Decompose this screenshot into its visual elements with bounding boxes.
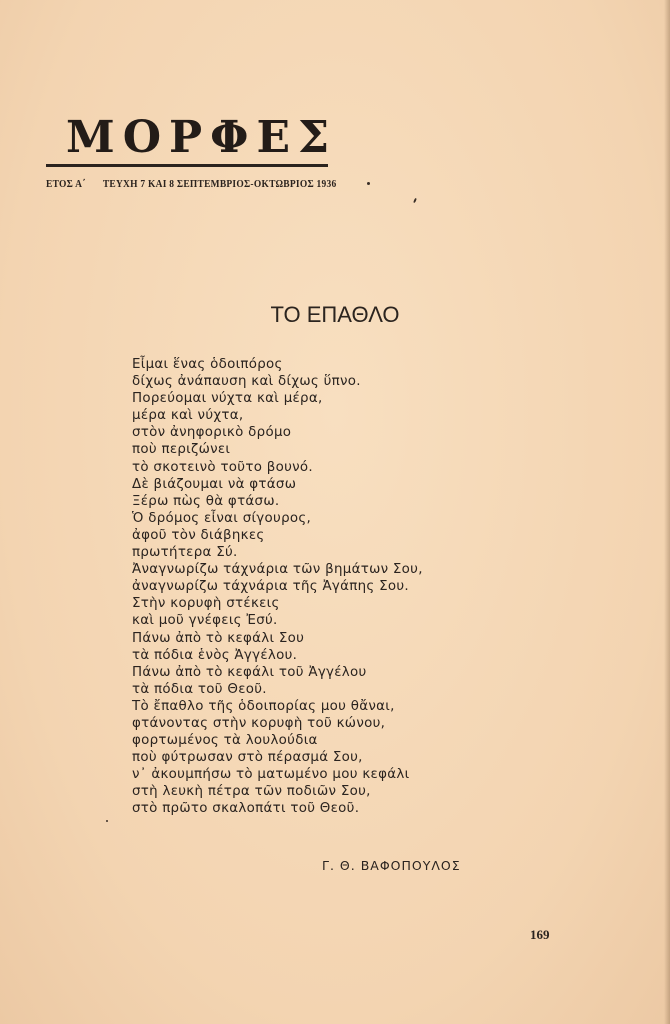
- poem-line: Δὲ βιάζουμαι νὰ φτάσω: [132, 476, 297, 492]
- poem-line: φορτωμένος τὰ λουλούδια: [132, 733, 318, 749]
- poem-line: τὸ σκοτεινὸ τοῦτο βουνό.: [132, 459, 313, 475]
- poem-line: στὴ λευκὴ πέτρα τῶν ποδιῶν Σου,: [132, 784, 371, 800]
- page-number: 169: [530, 927, 550, 942]
- poem-body: [132, 356, 423, 818]
- poem-author: Γ. Θ. ΒΑΦΟΠΟΥΛΟΣ: [322, 858, 461, 873]
- poem-line: ποὺ περιζώνει: [132, 442, 231, 458]
- issue-label: ΤΕΥΧΗ 7 ΚΑΙ 8 ΣΕΠΤΕΜΒΡΙΟΣ-ΟΚΤΩΒΡΙΟΣ 1936: [102, 178, 337, 190]
- poem-line: Ξέρω πὼς θὰ φτάσω.: [132, 493, 280, 509]
- poem-line: Ὁ δρόμος εἶναι σίγουρος,: [132, 510, 312, 526]
- ink-speck: [106, 820, 108, 822]
- magazine-title: ΜΟΡΦΕΣ: [66, 112, 338, 163]
- poem-line: Ἀναγνωρίζω τάχνάρια τῶν βημάτων Σου,: [132, 562, 423, 578]
- poem-title: ΤΟ ΕΠΑΘΛΟ: [270, 302, 400, 327]
- poem-line: Πορεύομαι νύχτα καὶ μέρα,: [132, 391, 323, 407]
- poem-line: στὸ πρῶτο σκαλοπάτι τοῦ Θεοῦ.: [132, 801, 360, 817]
- masthead-rule: [46, 164, 328, 167]
- poem-line: ἀφοῦ τὸν διάβηκες: [132, 527, 265, 543]
- poem-line: Πάνω ἀπὸ τὸ κεφάλι Σου: [132, 630, 305, 646]
- poem-line: τὰ πόδια ἑνὸς Ἀγγέλου.: [132, 647, 298, 663]
- poem-line: στὸν ἀνηφορικὸ δρόμο: [132, 425, 292, 441]
- poem-line: ἀναγνωρίζω τάχνάρια τῆς Ἀγάπης Σου.: [132, 579, 409, 595]
- poem-line: τὰ πόδια τοῦ Θεοῦ.: [132, 681, 267, 697]
- poem-line: δίχως ἀνάπαυση καὶ δίχως ὕπνο.: [132, 374, 361, 390]
- poem-line: ν᾿ ἀκουμπήσω τὸ ματωμένο μου κεφάλι: [132, 767, 410, 783]
- ink-speck: [367, 182, 370, 185]
- poem-line: πρωτήτερα Σύ.: [132, 545, 238, 561]
- poem-line: μέρα καὶ νύχτα,: [132, 408, 244, 424]
- poem-line: Στὴν κορυφὴ στέκεις: [132, 596, 280, 612]
- issue-line: [46, 178, 336, 190]
- poem-line: φτάνοντας στὴν κορυφὴ τοῦ κώνου,: [132, 715, 386, 731]
- poem-line: Πάνω ἀπὸ τὸ κεφάλι τοῦ Ἀγγέλου: [132, 664, 367, 680]
- poem-line: ποὺ φύτρωσαν στὸ πέρασμά Σου,: [132, 750, 363, 766]
- volume-label: ΕΤΟΣ Α΄: [46, 178, 86, 190]
- poem-line: καὶ μοῦ γνέφεις Ἐσύ.: [132, 613, 278, 629]
- page-edge-shadow: [664, 0, 670, 1024]
- poem-line: Τὸ ἔπαθλο τῆς ὁδοιπορίας μου θἄναι,: [132, 698, 395, 714]
- poem-line: Εἶμαι ἕνας ὁδοιπόρος: [132, 357, 283, 372]
